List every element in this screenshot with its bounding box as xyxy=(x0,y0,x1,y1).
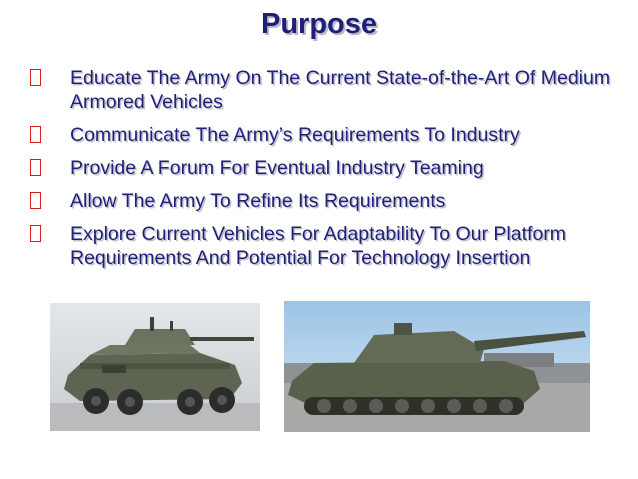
bullet-text: Communicate The Army’s Requirements To Industry xyxy=(70,124,520,146)
box-bullet-icon xyxy=(30,126,41,143)
box-bullet-icon xyxy=(30,69,41,86)
bullet-text: Provide A Forum For Eventual Industry Teaming xyxy=(70,157,484,179)
bullet-text: Educate The Army On The Current State-of-the-Art Of Medium Armored Vehicles xyxy=(70,67,611,113)
tracked-tank-photo xyxy=(284,301,590,432)
bullet-item xyxy=(30,189,620,213)
box-bullet-icon xyxy=(30,192,41,209)
box-bullet-icon xyxy=(30,225,41,242)
bullet-text: Explore Current Vehicles For Adaptability To Our Platform Requirements And Potential For Technology Insertion xyxy=(70,223,567,269)
bullet-item xyxy=(30,66,620,114)
slide-title: Purpose xyxy=(260,8,378,40)
bullet-item xyxy=(30,222,620,270)
bullet-text: Allow The Army To Refine Its Requirements xyxy=(70,190,446,212)
box-bullet-icon xyxy=(30,159,41,176)
wheeled-armored-vehicle-photo xyxy=(50,303,260,431)
bullet-item xyxy=(30,156,620,180)
bullet-list xyxy=(30,66,620,279)
bullet-item xyxy=(30,123,620,147)
